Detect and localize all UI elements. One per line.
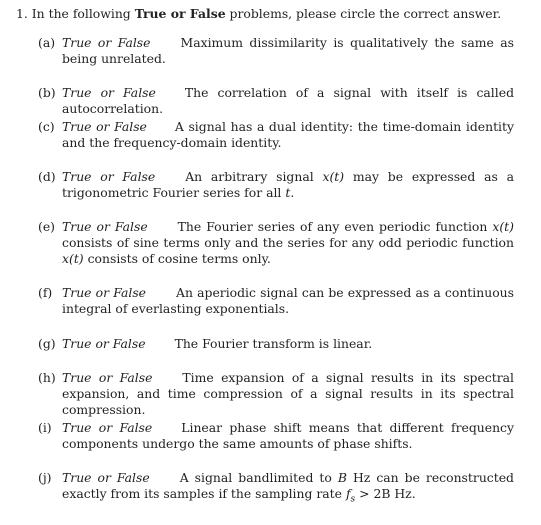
item-i: [38, 420, 514, 452]
item-label: (a): [38, 35, 56, 50]
question-intro-prefix: In the following: [31, 6, 131, 21]
question-header: [16, 6, 501, 22]
item-statement: Time expansion of a signal results in its spectral expansion, and time compression of a signal results in its spectral compression.: [62, 370, 515, 417]
question-intro-bold: True or False: [134, 6, 226, 21]
true-or-false-choice[interactable]: True or False: [62, 219, 148, 234]
question-number: 1.: [16, 6, 28, 21]
item-statement: The Fourier transform is linear.: [174, 336, 373, 351]
item-label: (j): [38, 470, 52, 485]
item-label: (h): [38, 370, 56, 385]
item-statement: Linear phase shift means that different frequency components undergo the same amounts of phase shifts.: [62, 420, 514, 451]
item-statement: consists of cosine terms only.: [87, 250, 271, 266]
math-expression: [345, 485, 356, 505]
question-intro-suffix: problems, please circle the correct answer.: [229, 6, 502, 21]
true-or-false-choice[interactable]: True or False: [62, 420, 153, 435]
item-label: (b): [38, 85, 56, 100]
true-or-false-choice[interactable]: True or False: [62, 285, 147, 300]
item-label: (e): [38, 219, 56, 234]
item-statement: A signal has a dual identity: the time-domain identity and the frequency-domain identity.: [62, 119, 514, 150]
math-expression: B: [337, 470, 347, 485]
item-b: [38, 85, 514, 117]
item-j: [38, 470, 514, 508]
item-statement: Hz can be reconstructed exactly from its samples if the sampling rate: [62, 470, 514, 501]
item-label: (d): [38, 169, 56, 184]
item-statement: consists of sine terms only and the series for any odd periodic function: [62, 234, 514, 250]
item-e: [38, 219, 514, 267]
math-expression: x(t): [492, 219, 514, 234]
item-statement: Maximum dissimilarity is qualitatively the same as being unrelated.: [62, 35, 515, 66]
math-symbol: f: [345, 485, 351, 501]
item-h: [38, 370, 515, 418]
true-or-false-choice[interactable]: True or False: [62, 119, 147, 134]
item-statement: The Fourier series of any even periodic function: [177, 219, 488, 234]
item-statement: A signal bandlimited to: [179, 470, 332, 485]
math-subscript: s: [350, 494, 356, 505]
math-expression: t: [285, 184, 291, 200]
item-label: (c): [38, 119, 55, 134]
item-a: [38, 35, 515, 67]
item-statement: may be expressed as a trigonometric Fourier series for all: [62, 169, 514, 200]
item-label: (f): [38, 285, 53, 300]
item-label: (g): [38, 336, 56, 351]
item-label: (i): [38, 420, 52, 435]
math-expression: x(t): [322, 169, 345, 184]
true-or-false-choice[interactable]: True or False: [62, 370, 153, 385]
true-or-false-choice[interactable]: True or False: [62, 336, 146, 351]
item-statement: .: [290, 184, 295, 200]
item-statement: An arbitrary signal: [185, 169, 314, 184]
true-or-false-choice[interactable]: True or False: [62, 470, 150, 485]
true-or-false-choice[interactable]: True or False: [62, 169, 156, 184]
math-expression: x(t): [62, 250, 84, 266]
item-statement: The correlation of a signal with itself is called autocorrelation.: [62, 85, 514, 116]
item-statement: An aperiodic signal can be expressed as a continuous integral of everlasting exponentials.: [62, 285, 514, 316]
true-or-false-choice[interactable]: True or False: [62, 85, 156, 100]
item-f: [38, 285, 514, 317]
true-or-false-choice[interactable]: True or False: [62, 35, 151, 50]
item-g: [38, 336, 514, 352]
item-c: [38, 119, 514, 151]
item-d: [38, 169, 514, 201]
item-statement: > 2B Hz.: [359, 485, 416, 501]
